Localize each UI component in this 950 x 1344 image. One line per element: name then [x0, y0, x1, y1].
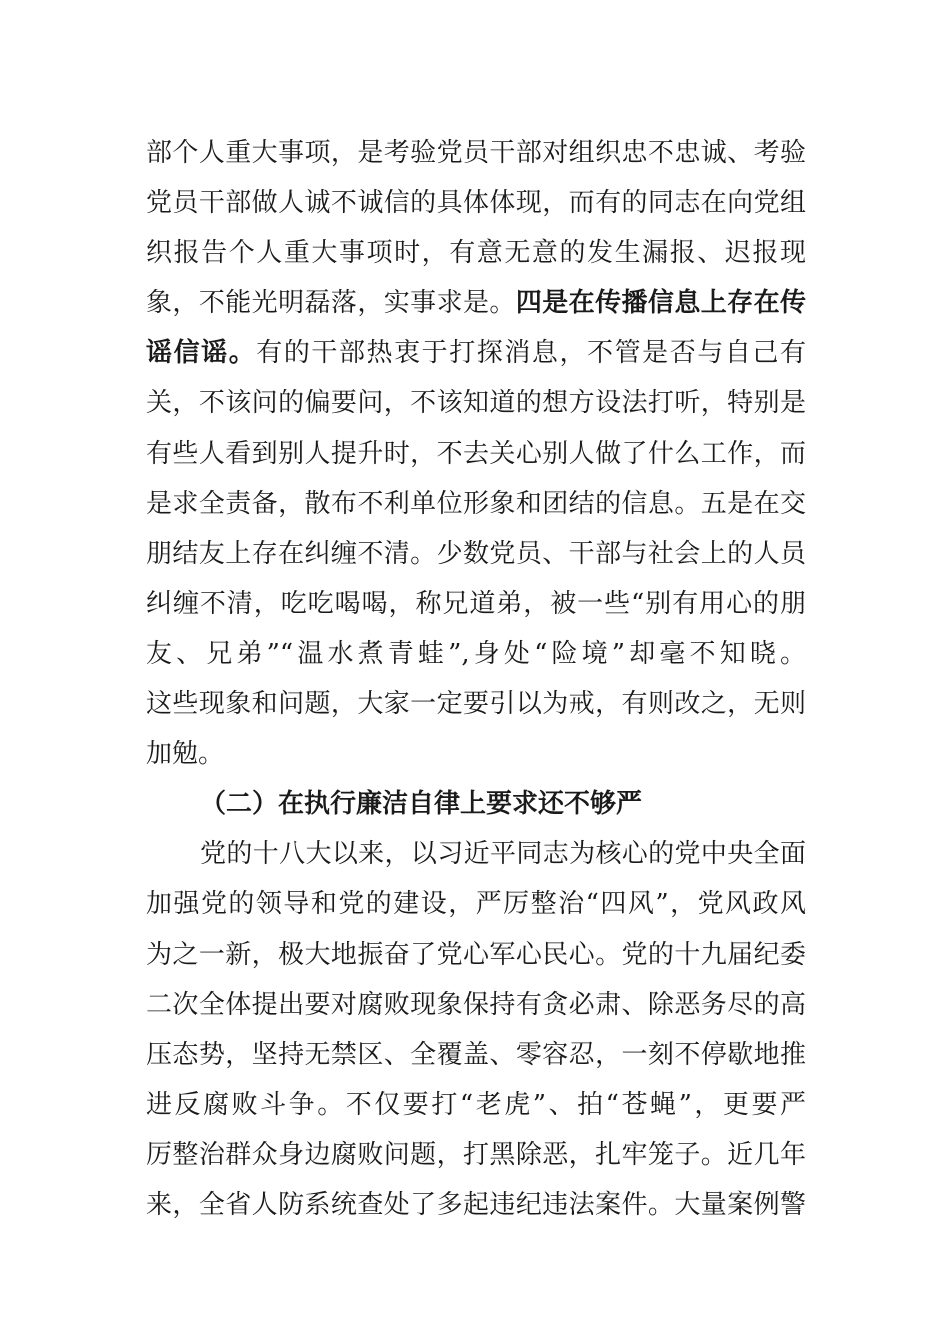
document-page — [146, 128, 806, 1230]
text-segment: 友、兄弟”“温水煮青蛙”,身处“险境”却毫不知晓。 — [146, 638, 806, 669]
text-line — [146, 729, 806, 779]
text-line — [146, 679, 806, 729]
text-line — [146, 178, 806, 228]
text-line: 进反腐败斗争。不仅要打“老虎”、拍“苍蝇”，更要严 — [146, 1089, 806, 1120]
text-segment: 这些现象和问题，大家一定要引以为戒，有则改之，无则 — [146, 689, 806, 720]
text-line: 党的十八大以来，以习近平同志为核心的党中央全面 — [200, 839, 806, 870]
bold-text-segment: 谣信谣。 — [146, 338, 257, 369]
text-line — [146, 579, 806, 629]
text-line: 来，全省人防系统查处了多起违纪违法案件。大量案例警 — [146, 1189, 806, 1220]
text-line: 二次全体提出要对腐败现象保持有贪必肃、除恶务尽的高 — [146, 989, 806, 1020]
text-line — [146, 278, 806, 328]
text-line — [146, 429, 806, 479]
text-line — [146, 479, 806, 529]
text-line — [146, 328, 806, 378]
section-heading: （二）在执行廉洁自律上要求还不够严 — [200, 789, 643, 820]
bold-text-segment: 四是在传播信息上存在传 — [515, 288, 806, 319]
text-line — [146, 529, 806, 579]
paragraph-personal-matters — [146, 128, 806, 779]
text-line: 厉整治群众身边腐败问题，打黑除恶，扎牢笼子。近几年 — [146, 1139, 806, 1170]
paragraph-anti-corruption — [146, 829, 806, 1230]
text-segment: 有些人看到别人提升时，不去关心别人做了什么工作，而 — [146, 438, 806, 469]
text-line: 为之一新，极大地振奋了党心军心民心。党的十九届纪委 — [146, 939, 806, 970]
text-segment: 加勉。 — [146, 739, 225, 770]
text-line: 加强党的领导和党的建设，严厉整治“四风”，党风政风 — [146, 889, 806, 920]
text-line — [146, 128, 806, 178]
text-segment: 象，不能光明磊落，实事求是。 — [146, 288, 516, 319]
text-segment: 是求全责备，散布不利单位形象和团结的信息。五是在交 — [146, 488, 806, 519]
text-line — [146, 629, 806, 679]
text-segment: 部个人重大事项，是考验党员干部对组织忠不忠诚、考验 — [146, 138, 806, 168]
text-segment: 织报告个人重大事项时，有意无意的发生漏报、迟报现 — [146, 238, 806, 269]
text-line: 压态势，坚持无禁区、全覆盖、零容忍，一刻不停歇地推 — [146, 1039, 806, 1070]
text-segment: 纠缠不清，吃吃喝喝，称兄道弟，被一些“别有用心的朋 — [146, 588, 806, 619]
text-segment: 党员干部做人诚不诚信的具体体现，而有的同志在向党组 — [146, 188, 806, 219]
text-line — [146, 378, 806, 428]
text-line — [146, 228, 806, 278]
text-segment: 有的干部热衷于打探消息，不管是否与自己有 — [256, 338, 806, 369]
text-segment: 朋结友上存在纠缠不清。少数党员、干部与社会上的人员 — [146, 538, 806, 569]
text-segment: 关，不该问的偏要问，不该知道的想方设法打听，特别是 — [146, 388, 806, 419]
